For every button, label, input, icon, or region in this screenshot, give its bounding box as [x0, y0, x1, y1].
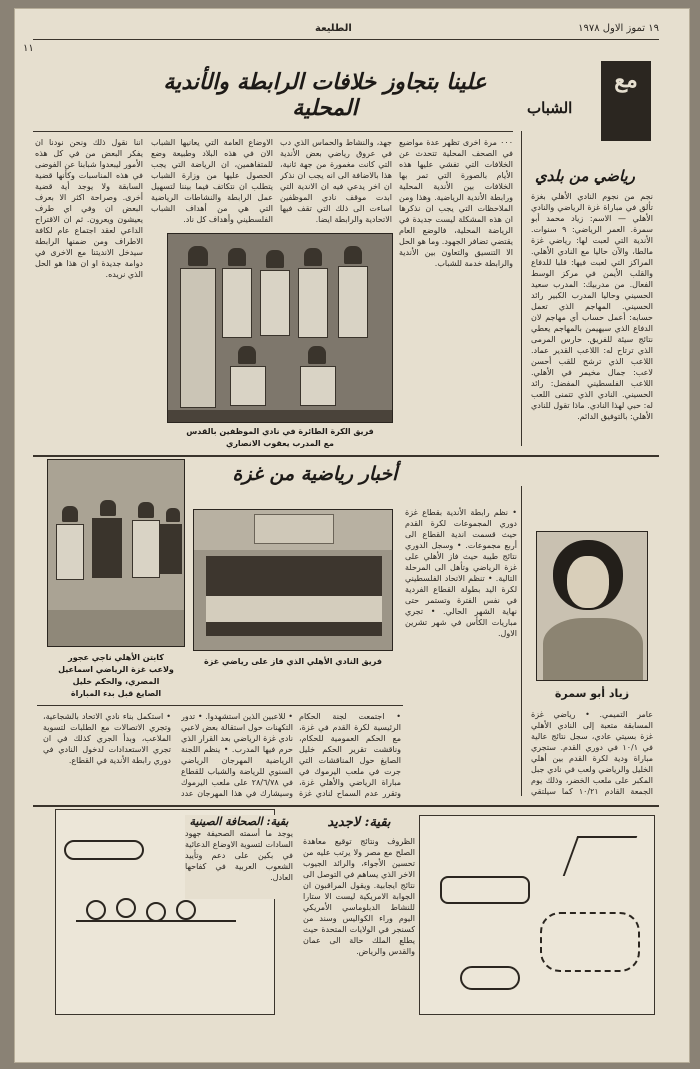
section-divider — [33, 455, 659, 457]
ahli-team-photo — [193, 509, 393, 651]
bottom-divider — [33, 805, 659, 807]
no-new-text: الظروف ونتائج توقيع معاهدة الصلح مع مصر ولا يرتب عليه من تحسين الأجواء، والرائد الجيوب الاخر الذي يساهم في التوصل الى نتائج ايجابية. ويقول المراقبون ان الجوابة الامريكية ليست الا ستارا للنشاط الدبلوماسي الأمريكي اليوم وراء الكواليس وسند من كسنجر في الولايات المتحدة حيث يطلع الملك حالة الى عمان والقدس والرياض. — [303, 837, 415, 956]
issue-date: ١٩ تموز الاول ١٩٧٨ — [578, 23, 659, 34]
captains-caption-1: كابتن الأهلي ناجي عجور — [68, 653, 164, 662]
profile-title: رياضي من بلدي — [535, 167, 635, 185]
no-new-title: بقية: لاجديد — [327, 815, 391, 830]
gaza-col-c: • استكمل بناء نادي الاتحاد بالشجاعية، وتجري الاتصالات مع الطلبات لتسوية الملاعب، وبدأ الجري كذلك في ان تجري الاستعدادات لدخول النادي في دوري رابطة الأندية في القطاع. — [43, 712, 171, 765]
section-name: الطليعة — [315, 23, 352, 34]
article-col-1: اننا نقول ذلك ونحن نودنا ان يفكر البعض من في كل هذه الأمور ليبعدوا شبابنا عن الفوضى في هذه المناسبات وكأنها قضية السابقة ولا يوجد أية قضية أخرى. وصراحة اكثر الا بعرف البعض ان وفي اي طرف يعيشون ويعرون. ثم ان الاقتراح الداعي لعقد اجتماع عام لكافة الاطراف ومن ضمنها الرابطة سيدخل الانديتنا مع الاخرى في دوامة جديدة او ان هذا هو الحل الذي نريده. — [35, 138, 143, 279]
cartoon-right — [419, 815, 655, 1015]
gaza-col-b: • للاعبين الذين استشهدوا. • تدور التكهنات حول استقالة بعض لاعبي نادي غزة الرياضي بعد القرار الذي حرم فيها المدرب. • ينظم اللجنة الرياضية المهرجان الرياضي السنوي للرياضة والشباب للقطاع في ٢٨/٦/٧٨ على ملعب اليرموك وسيشارك في هذا المهرجان عدد — [181, 712, 293, 798]
article-col-2: الاوضاع العامة التي يعانيها الشباب الان في هذه البلاد وطبيعة وضع للمتفاهمين، ان الرياضة التي يجب الحصول عليها من وزارة الشباب يتطلب ان نتكاتف فيما بيننا لتسهيل عمل الرابطة والنشاطات الرياضية التي هي من أهداف الشباب الفلسطيني وأهداف كل ناد. — [151, 138, 273, 224]
ahli-team-caption: فريق النادي الأهلي الذي فاز على رياضي غزة — [204, 657, 382, 666]
volleyball-caption-1: فريق الكرة الطائرة في نادي الموظفين بالقدس — [186, 427, 374, 436]
gaza-col-a: • اجتمعت لجنة الحكام الرئيسية لكرة القدم في غزة، مع الحكم العمومية للحكام، وناقشت تقرير الحكم خليل الصايغ حول المناقشات التي جرت في ملعب اليرموك في مباراة الرياضي والأهلي غزة، وتقرر عدم السماح لنادي غزة — [299, 712, 401, 798]
captains-photo — [47, 459, 185, 647]
no-new-box — [303, 815, 415, 1015]
chinese-press-text: يوجد ما أسمته الصحيفة جهود السادات لتسوية الاوضاع الدعائية في بكين على دعم وتأييد الشعوب العربية في كفاحها العادل. — [185, 829, 293, 882]
gaza-news-col: • نظم رابطة الأندية بقطاع غزة دوري المجموعات لكرة القدم حيث قسمت اندية القطاع الى أربع مجموعات. • وسجل الدوري نتائج طيبة حيث فاز الأهلي على غزة الرياضي وتأهل الى المرحلة التالية. • تنظم الاتحاد الفلسطيني لكرة اليد بطولة القطاع الفردية في نفس الفترة وتستمر حتى نهاية الشهر الحالي. • تجري مباريات الكأس في شهر تشرين الاول. — [405, 508, 517, 638]
volleyball-team-photo — [167, 233, 393, 423]
column-badge-subtitle: الشباب — [527, 99, 573, 117]
gaza-headline: أخبار رياضية من غزة — [232, 463, 398, 485]
header-rule — [33, 39, 659, 40]
captains-caption-3: المصري، والحكم خليل — [72, 677, 160, 686]
chinese-press-title: بقية: الصحافة الصينية — [189, 815, 289, 828]
captains-caption-2: ولاعب غزة الرياضي اسماعيل — [58, 665, 174, 674]
profile-photo — [536, 531, 648, 681]
profile-text-continued: عامر التميمي. • رياضي غزة المسابقة متعبة إلى النادي الأهلي غزة بسيتي عادي، سجل نتائج عالية في ١٠/١ في دوري القدم. ستجري مباراة ودية لكرة القدم بين أهلي الخليل والرياضي ولعب في نادي جبل المكبر على ملعب الخضر، وذلك يوم الجمعة القادم ١٠/٢١ كما سيلتقي — [531, 710, 653, 796]
newspaper-page — [14, 8, 690, 1063]
chinese-press-box — [185, 815, 293, 899]
article-col-3: جهد، والنشاط والحماس الذي دب في عروق رياضي بعض الأندية التي كانت مغمورة من جهة ثانية، هذا بالاضافة الى انه يجب ان نذكر ان اخر يدعي فيه ان الاندية التي ابدت موقف نادي الموظفين اساءت الى ذلك التي تقف فيها الاتحادية والرابطة ايضا. — [280, 138, 392, 224]
column-badge — [601, 61, 651, 141]
column-badge-title: مع — [614, 67, 638, 93]
article-col-4: ٠٠٠ مرة اخرى تظهر عدة مواضيع في الصحف المحلية تتحدث عن الخلافات التي تفشي عليها هذه الأيام بالصورة التي تمر بها الخلافات بين الأندية المحلية ورابطة الأندية الرياضية. وهذا ومن الملاحظات التي يجب ان نذكرها ان هذه المشكلة ليست جديدة في الرياضة المحلية، فالوضع العام يقتضي تضافر الجهود. وما هو الحل الا التنسيق والتعاون بين الأندية والرابطة خدمة للشباب. — [399, 138, 513, 268]
main-headline: علينا بتجاوز خلافات الرابطة والأندية المحلية — [163, 69, 487, 121]
captains-caption-4: الصايغ قبل بدء المباراة — [70, 689, 162, 698]
volleyball-caption-2: مع المدرب يعقوب الانصاري — [225, 439, 334, 448]
profile-text: نجم من نجوم النادي الأهلي بغزة تألق في مباراة غزة الرياضي والنادي الأهلي — الاسم: زياد محمد أبو سمرة. العمر الرياضي: ٩ سنوات. الأندية التي لعبت لها: رياضي غزة مالطا، والآن حاليا مع النادي الأهلي. المراكز التي لعبت فيها: قلبا للدفاع والقلب الأيمن في مركز الوسط الفعال. من مدربيك: المدرب سعيد الحسيني وحاليا المدرب الكبير رائد الحسيني. المهاجم الذي تعمل حسابه: أعمل حساب أي مهاجم لان الدفاع الذي سيهيمن بالمهاجم يعطي نتائج سيئة للفريق. حارس المرمى الذي ترتاح له: اللاعب القدير عماد. اللاعب الذي ترشح للقب أحسن لاعب: جمال مخيمر في الأهلي. اللاعب الفلسطيني المفضل: رائد الحسيني. النادي الذي تتمنى اللعب له: حبي لهذا النادي. ماذا تقول للنادي الأهلي: بالتوفيق الدائم. — [531, 192, 653, 421]
page-number: ١١ — [23, 43, 34, 54]
profile-caption: زياد أبو سمرة — [554, 687, 630, 700]
